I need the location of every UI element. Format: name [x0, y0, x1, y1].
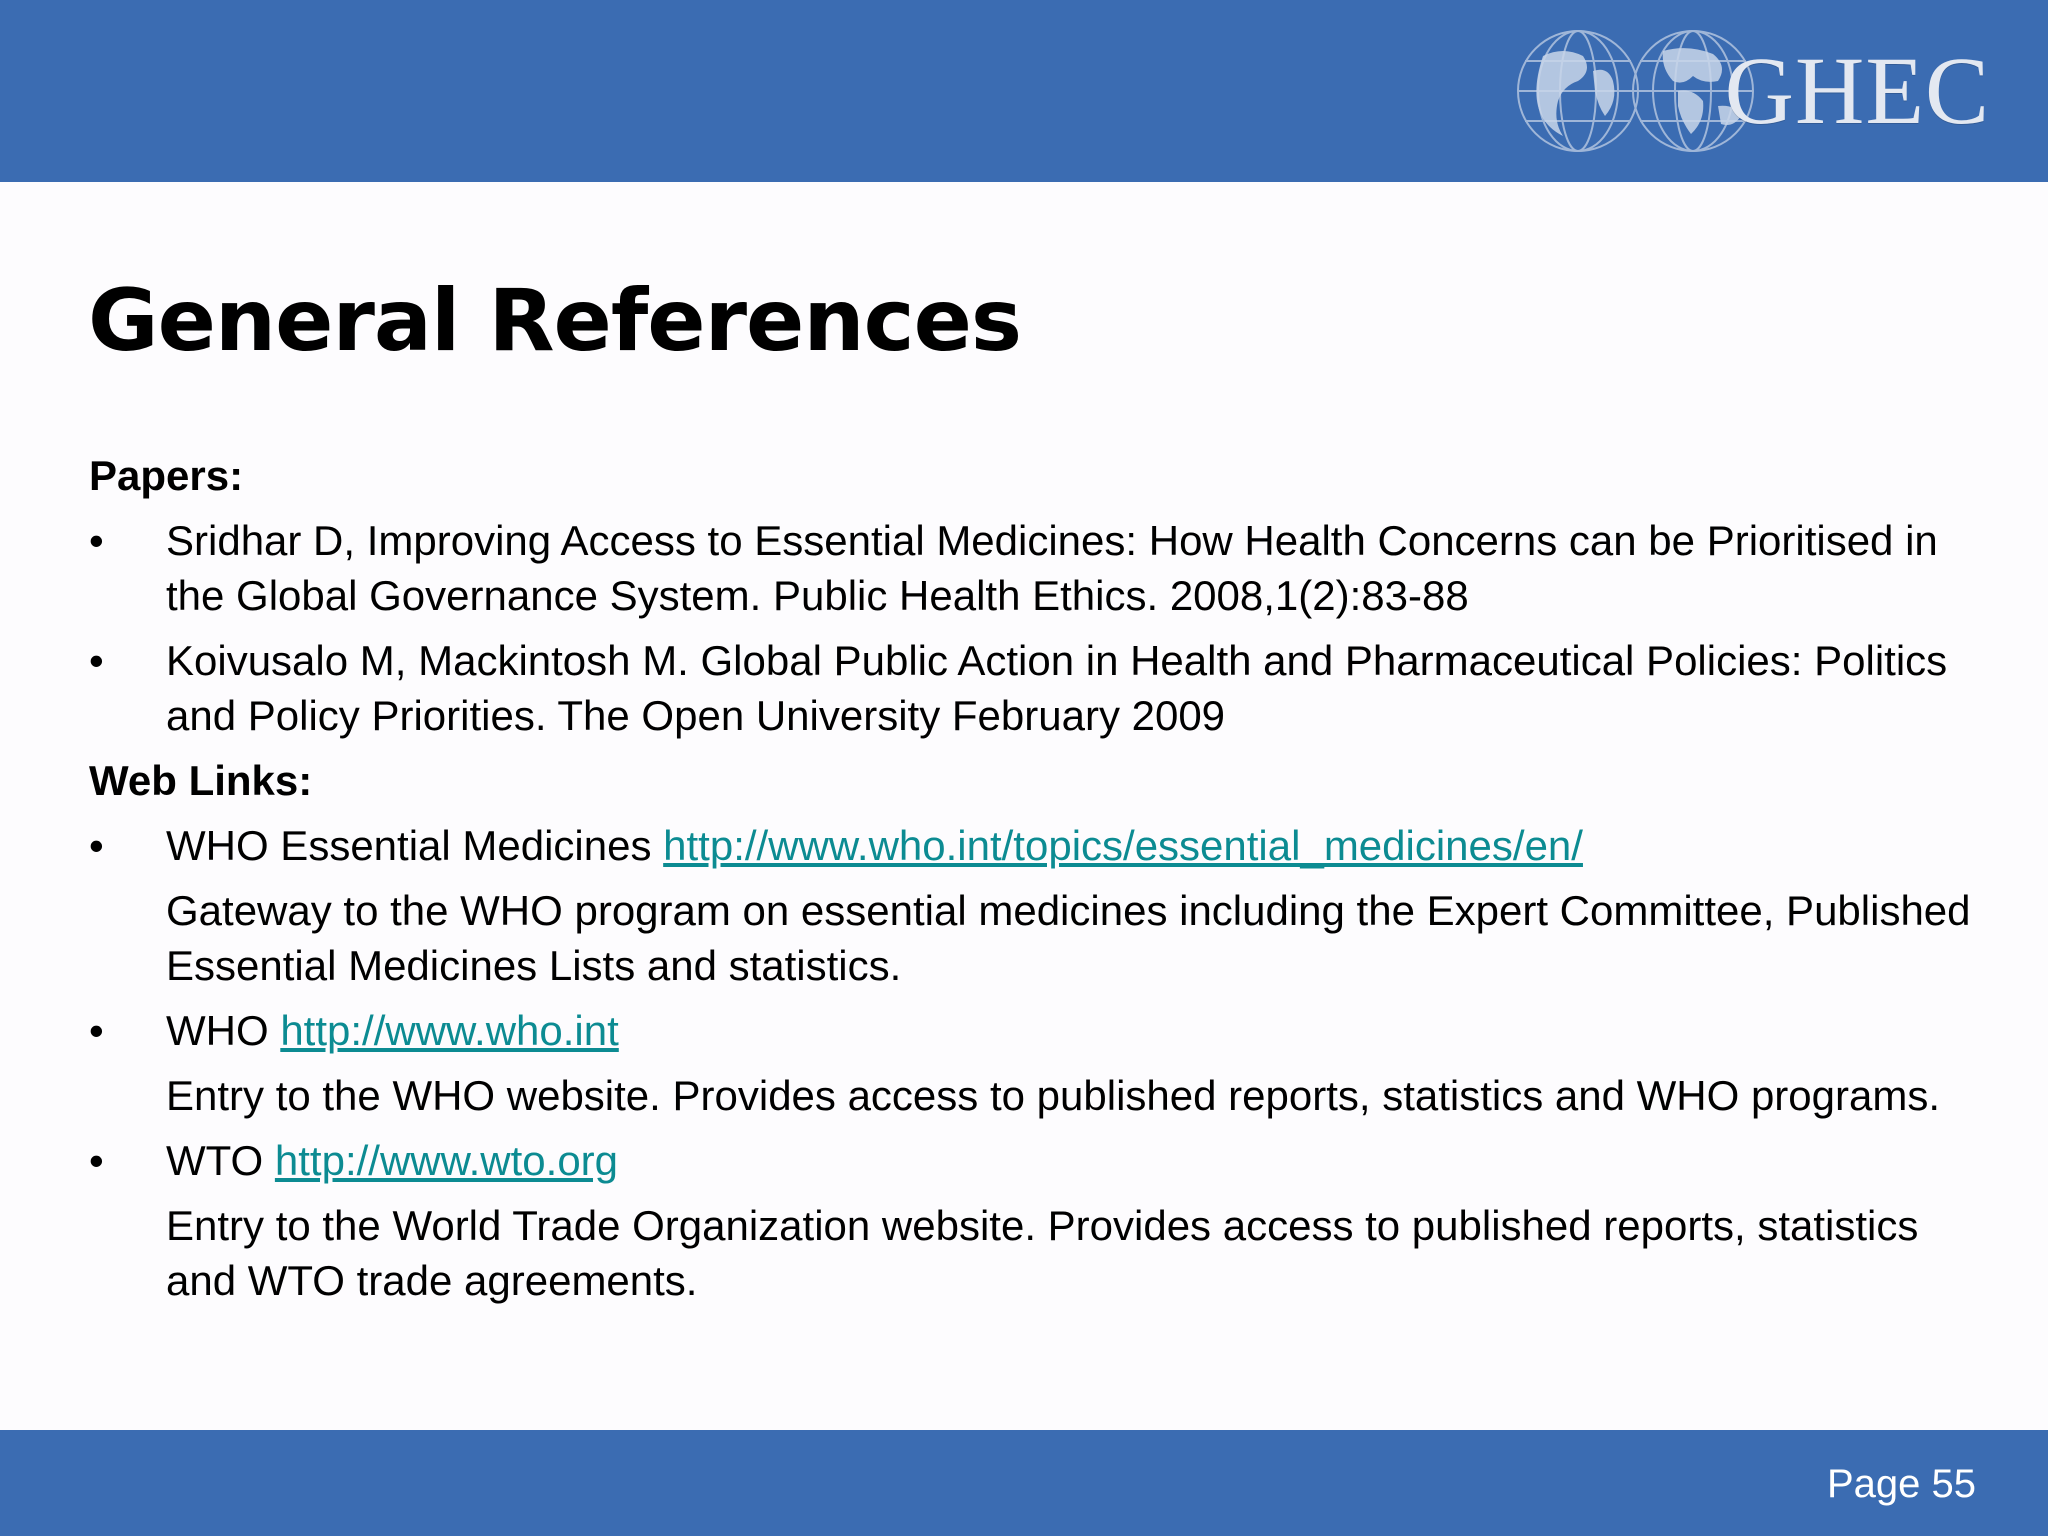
header-band [0, 0, 2048, 182]
bullet-icon: • [89, 1007, 104, 1054]
web-link-label: WTO [166, 1137, 275, 1184]
paper-item [89, 633, 1989, 743]
footer-band [0, 1430, 2048, 1536]
ghec-logo [1513, 26, 1990, 156]
paper-citation: Sridhar D, Improving Access to Essential Medicines: How Health Concerns can be Prioritised in the Global Governance System. Public Health Ethics. 2008,1(2):83-88 [166, 517, 1938, 619]
bullet-icon: • [89, 822, 104, 869]
who-link[interactable]: http://www.who.int [280, 1007, 619, 1054]
web-link-item [89, 1003, 1989, 1058]
web-link-label: WHO Essential Medicines [166, 822, 664, 869]
web-link-label: WHO [166, 1007, 281, 1054]
bullet-icon: • [89, 1137, 104, 1184]
web-links-heading: Web Links: [89, 757, 313, 804]
paper-item [89, 513, 1989, 623]
web-link-description: Entry to the World Trade Organization website. Provides access to published reports, statistics and WTO trade agreements. [166, 1202, 1919, 1304]
bullet-icon: • [89, 517, 104, 564]
web-link-description: Entry to the WHO website. Provides access to published reports, statistics and WHO programs. [166, 1072, 1941, 1119]
logo-text: GHEC [1724, 37, 1990, 144]
web-link-item [89, 1133, 1989, 1188]
page-title: General References [88, 271, 1022, 371]
references-content [89, 448, 1989, 1308]
paper-citation: Koivusalo M, Mackintosh M. Global Public Action in Health and Pharmaceutical Policies: Politics and Policy Priorities. The Open University February 2009 [166, 637, 1948, 739]
web-link-item [89, 818, 1989, 873]
bullet-icon: • [89, 637, 104, 684]
papers-heading: Papers: [89, 452, 244, 499]
web-link-description: Gateway to the WHO program on essential medicines including the Expert Committee, Published Essential Medicines Lists and statistics. [166, 887, 1971, 989]
wto-link[interactable]: http://www.wto.org [274, 1137, 619, 1184]
who-essential-medicines-link[interactable]: http://www.who.int/topics/essential_medicines/en/ [663, 822, 1583, 869]
page-number: Page 55 [1826, 1462, 1976, 1506]
